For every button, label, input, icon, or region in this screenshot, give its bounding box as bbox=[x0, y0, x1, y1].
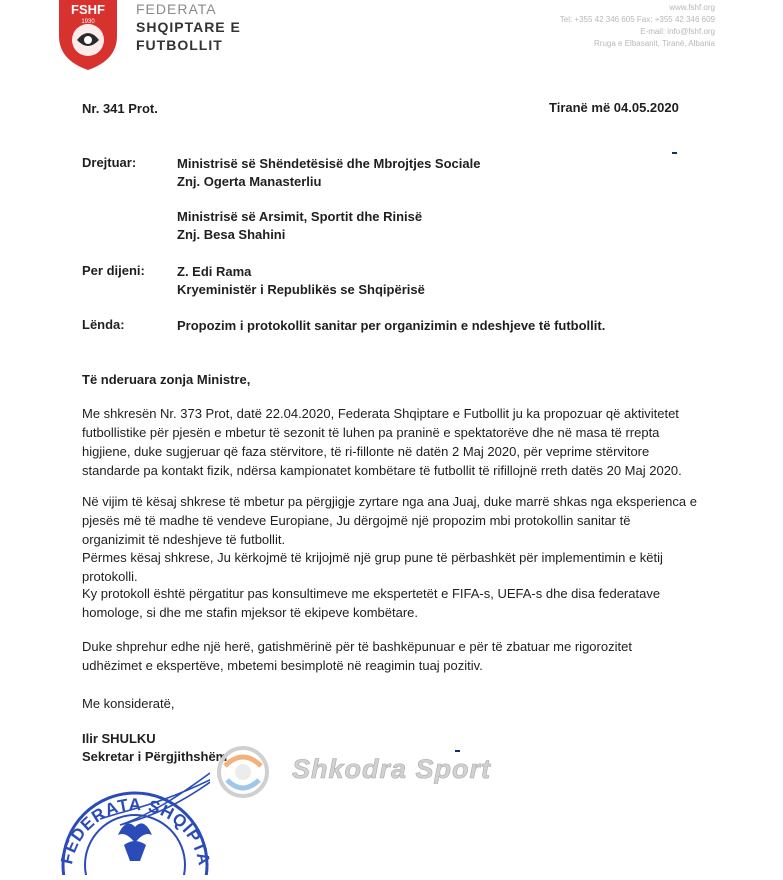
recipient-2-org: Ministrisë së Arsimit, Sportit dhe Rinisë bbox=[177, 209, 423, 224]
contact-line-3: Rruga e Elbasanit, Tiranë, Albania bbox=[594, 39, 715, 48]
recipient-1-person: Znj. Ogerta Manasterliu bbox=[177, 174, 322, 189]
federation-name bbox=[136, 0, 241, 54]
paragraph-5-line-1: Duke shprehur edhe një herë, gatishmërinë për të bashkëpunuar e për të zbatuar me rigorozitet bbox=[82, 639, 632, 654]
paragraph-1-line-1: Me shkresën Nr. 373 Prot, datë 22.04.2020, Federata Shqiptare e Futbollit ju ka propozuar që aktivitetet bbox=[82, 406, 679, 421]
paragraph-2 bbox=[82, 492, 704, 549]
cc-title: Kryeministër i Republikës se Shqipërisë bbox=[177, 282, 425, 297]
recipient-1-org: Ministrisë së Shëndetësisë dhe Mbrojtjes Sociale bbox=[177, 156, 481, 171]
paragraph-2-line-2: pjesës më të madhe të vendeve Europiane, Ju dërgojmë një propozim mbi protokollin sanitar të bbox=[82, 513, 631, 528]
paragraph-2-line-3: organizimit të ndeshjeve të futbollit. bbox=[82, 532, 286, 547]
paragraph-2-line-1: Në vijim të kësaj shkrese të mbetur pa përgjigje zyrtare nga ana Juaj, duke marrë shkas nga eksperienca e bbox=[82, 494, 697, 509]
subject-text: Propozim i protokollit sanitar per organizimin e ndeshjeve të futbollit. bbox=[177, 318, 606, 333]
paragraph-1-line-2: futbollistike për pjesën e mbetur të sezonit të luhen pa praninë e spektatorëve dhe në masa të rrepta bbox=[82, 425, 660, 440]
signer-title: Sekretar i Përgjithshëm bbox=[82, 749, 228, 764]
scan-speck bbox=[672, 152, 677, 154]
paragraph-3 bbox=[82, 548, 704, 586]
paragraph-4 bbox=[82, 584, 704, 622]
paragraph-5-line-2: udhëzimet e ekspertëve, mbetemi besimplotë në reagimin tuaj pozitiv. bbox=[82, 658, 483, 673]
paragraph-4-line-1: Ky protokoll është përgatitur pas konsultimeve me ekspertetët e FIFA-s, UEFA-s dhe disa federatave bbox=[82, 586, 661, 601]
website: www.fshf.org bbox=[669, 3, 715, 12]
paragraph-1-line-3: higjiene, duke sugjeruar që faza stërvitore, të ri-fillonte në datën 2 Maj 2020, për veprime stërvitore bbox=[82, 444, 650, 459]
paragraph-1 bbox=[82, 404, 704, 480]
signer-name: Ilir SHULKU bbox=[82, 731, 156, 746]
salutation: Të nderuara zonja Ministre, bbox=[82, 372, 251, 387]
stamp-text: EDERATA SHQIPT bbox=[60, 795, 210, 856]
paragraph-1-line-4: standarde pa kontakt fizik, ndërsa kampionatet kombëtare të futbollit të rifillojnë rreth datës 20 Maj 2020. bbox=[82, 463, 682, 478]
federation-name-line3: FUTBOLLIT bbox=[136, 37, 223, 53]
closing: Me konsideratë, bbox=[82, 696, 175, 711]
cc-person: Z. Edi Rama bbox=[177, 264, 252, 279]
logo-letters: FSHF bbox=[71, 2, 105, 17]
watermark-text: Shkodra Sport bbox=[292, 754, 492, 784]
paragraph-3-line-1: Përmes kësaj shkrese, Ju kërkojmë të krijojmë një grup pune të përbashkët për implementimin e këtij bbox=[82, 550, 663, 565]
contact-line-1: Tel: +355 42 346 605 Fax: +355 42 346 609 bbox=[559, 15, 715, 24]
federation-name-line2: SHQIPTARE E bbox=[136, 19, 241, 35]
paragraph-4-line-2: homologe, si dhe me stafin mjeksor të ekipeve kombëtare. bbox=[82, 605, 419, 620]
contact-line-2: E-mail: info@fshf.org bbox=[640, 27, 715, 36]
recipient-2-person: Znj. Besa Shahini bbox=[177, 227, 286, 242]
fshf-logo bbox=[57, 0, 119, 70]
paragraph-3-line-2: protokolli. bbox=[82, 569, 138, 584]
subject-label: Lënda: bbox=[82, 317, 125, 332]
protocol-number: Nr. 341 Prot. bbox=[82, 101, 158, 116]
letter-date: Tiranë më 04.05.2020 bbox=[549, 100, 679, 115]
logo-year: 1930 bbox=[81, 19, 95, 25]
cc-label: Per dijeni: bbox=[82, 263, 145, 278]
federation-name-line1: FEDERATA bbox=[136, 1, 217, 17]
official-stamp bbox=[60, 765, 210, 875]
paragraph-5 bbox=[82, 637, 704, 675]
recipients-label: Drejtuar: bbox=[82, 155, 137, 170]
contact-info bbox=[560, 2, 715, 50]
